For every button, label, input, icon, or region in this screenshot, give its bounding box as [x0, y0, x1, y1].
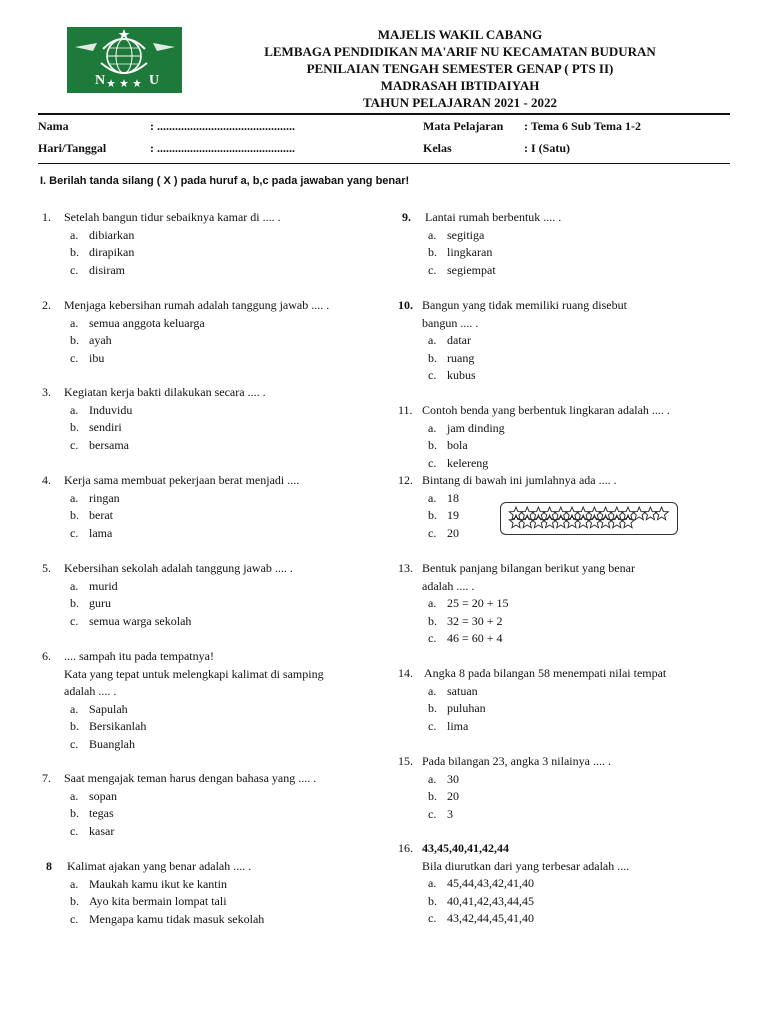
- star-icon: [633, 507, 646, 520]
- info-divider: [38, 163, 730, 164]
- star-icon: [588, 507, 601, 520]
- star-counting-box: [500, 502, 678, 535]
- nu-globe-icon: [67, 27, 182, 93]
- mata-pelajaran-value: : Tema 6 Sub Tema 1-2: [524, 119, 642, 133]
- question-number: 11.: [398, 403, 413, 417]
- header-line-1: MAJELIS WAKIL CABANG: [377, 27, 543, 42]
- kelas-value: : I (Satu): [524, 141, 571, 155]
- star-icon: [644, 507, 657, 520]
- question-text: Pada bilangan 23, angka 3 nilainya .... .: [422, 754, 611, 768]
- logo-letter-n: N: [95, 73, 106, 88]
- question-text: .... sampah itu pada tempatnya!: [64, 649, 214, 663]
- logo-letter-u: U: [149, 73, 160, 88]
- instruction: I. Berilah tanda silang ( X ) pada huruf a, b,c pada jawaban yang benar!: [40, 175, 410, 187]
- star-icon: [554, 507, 567, 520]
- hari-tanggal-label: Hari/Tanggal: [38, 141, 107, 155]
- question-text: Kebersihan sekolah adalah tanggung jawab .... .: [64, 561, 293, 575]
- question-text: Bentuk panjang bilangan berikut yang benar: [422, 561, 635, 575]
- question-number: 16.: [398, 841, 413, 855]
- star-icon: [610, 507, 623, 520]
- star-icon: [509, 507, 522, 520]
- star-icons: [501, 503, 677, 534]
- header-line-3: PENILAIAN TENGAH SEMESTER GENAP ( PTS II): [306, 61, 614, 76]
- question-text: Contoh benda yang berbentuk lingkaran adalah .... .: [422, 403, 670, 417]
- question-text: Angka 8 pada bilangan 58 menempati nilai tempat: [424, 666, 667, 680]
- question-number: 4.: [42, 473, 51, 487]
- header-divider: [38, 113, 730, 115]
- question-text: Setelah bangun tidur sebaiknya kamar di .... .: [64, 210, 281, 224]
- question-number: 1.: [42, 210, 51, 224]
- header-line-2: LEMBAGA PENDIDIKAN MA'ARIF NU KECAMATAN BUDURAN: [264, 44, 656, 59]
- star-icon: [521, 507, 534, 520]
- document-header: [215, 26, 705, 111]
- question-number: 10.: [398, 298, 413, 312]
- question-text: Bintang di bawah ini jumlahnya ada .... .: [422, 473, 617, 487]
- mata-pelajaran-label: Mata Pelajaran: [423, 119, 504, 133]
- question-text: adalah .... .: [64, 684, 117, 698]
- question-text: Menjaga kebersihan rumah adalah tanggung jawab .... .: [64, 298, 330, 312]
- star-icon: [532, 507, 545, 520]
- header-line-4: MADRASAH IBTIDAIYAH: [380, 78, 540, 93]
- question-text: adalah .... .: [422, 578, 475, 593]
- question-text: Bangun yang tidak memiliki ruang disebut: [422, 298, 627, 312]
- question-text: Kerja sama membuat pekerjaan berat menjadi ....: [64, 473, 300, 487]
- question-text: Kalimat ajakan yang benar adalah .... .: [67, 859, 252, 873]
- question-number: 2.: [42, 298, 51, 312]
- nama-label: Nama: [38, 119, 69, 133]
- question-number: 3.: [42, 385, 51, 399]
- question-number: 12.: [398, 473, 413, 487]
- star-icon: [577, 507, 590, 520]
- nu-logo: [67, 27, 182, 93]
- star-icon: [565, 507, 578, 520]
- question-number: 6.: [42, 649, 51, 663]
- star-icon: [655, 507, 668, 520]
- question-number: 13.: [398, 561, 413, 575]
- nama-field[interactable]: : ..............................................: [150, 119, 295, 133]
- question-number: 15.: [398, 754, 413, 768]
- star-icon: [621, 507, 634, 520]
- question-text: Saat mengajak teman harus dengan bahasa yang .... .: [64, 771, 317, 785]
- question-number: 5.: [42, 561, 51, 575]
- question-text: Kegiatan kerja bakti dilakukan secara .... .: [64, 385, 266, 399]
- question-number: 9.: [402, 210, 411, 224]
- star-icon: [599, 507, 612, 520]
- question-text: bangun .... .: [422, 315, 479, 330]
- header-line-5: TAHUN PELAJARAN 2021 - 2022: [362, 95, 558, 110]
- question-text: Bila diurutkan dari yang terbesar adalah ....: [422, 858, 630, 873]
- number-sequence: 43,45,40,41,42,44: [422, 841, 509, 855]
- question-number: 7.: [42, 771, 51, 785]
- question-text: Lantai rumah berbentuk .... .: [425, 210, 562, 224]
- kelas-label: Kelas: [423, 141, 452, 155]
- star-icon: [543, 507, 556, 520]
- question-text: Kata yang tepat untuk melengkapi kalimat di samping: [64, 666, 324, 681]
- question-number: 14.: [398, 666, 413, 680]
- question-number: 8: [46, 859, 52, 873]
- hari-tanggal-field[interactable]: : ..............................................: [150, 141, 295, 155]
